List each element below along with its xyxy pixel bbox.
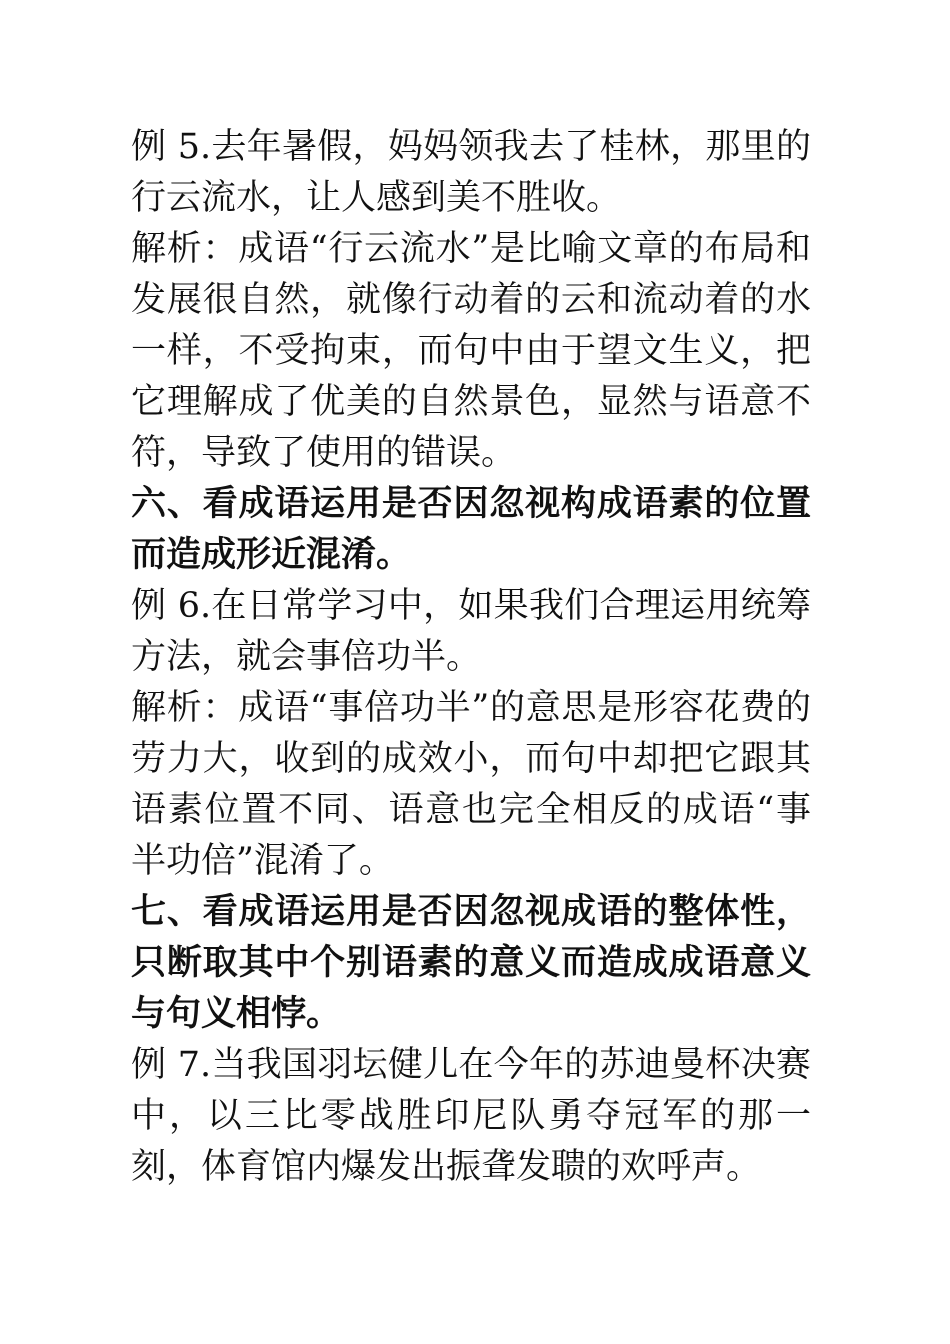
- example-6-paragraph: 例 6.在日常学习中，如果我们合理运用统筹方法，就会事倍功半。: [131, 586, 811, 677]
- document-page: [131, 122, 811, 1193]
- section-7-heading: 七、看成语运用是否因忽视成语的整体性，只断取其中个别语素的意义而造成成语意义与句义相悖。: [131, 892, 811, 1034]
- example-5-paragraph: 例 5.去年暑假，妈妈领我去了桂林，那里的行云流水，让人感到美不胜收。: [131, 127, 811, 218]
- analysis-6-paragraph: 解析：成语“事倍功半”的意思是形容花费的劳力大，收到的成效小，而句中却把它跟其语素位置不同、语意也完全相反的成语“事半功倍”混淆了。: [131, 688, 811, 881]
- analysis-5-paragraph: 解析：成语“行云流水”是比喻文章的布局和发展很自然，就像行动着的云和流动着的水一样，不受拘束，而句中由于望文生义，把它理解成了优美的自然景色，显然与语意不符，导致了使用的错误。: [131, 229, 811, 473]
- example-7-paragraph: 例 7.当我国羽坛健儿在今年的苏迪曼杯决赛中，以三比零战胜印尼队勇夺冠军的那一刻，体育馆内爆发出振聋发聩的欢呼声。: [131, 1045, 811, 1187]
- section-6-heading: 六、看成语运用是否因忽视构成语素的位置而造成形近混淆。: [131, 484, 811, 575]
